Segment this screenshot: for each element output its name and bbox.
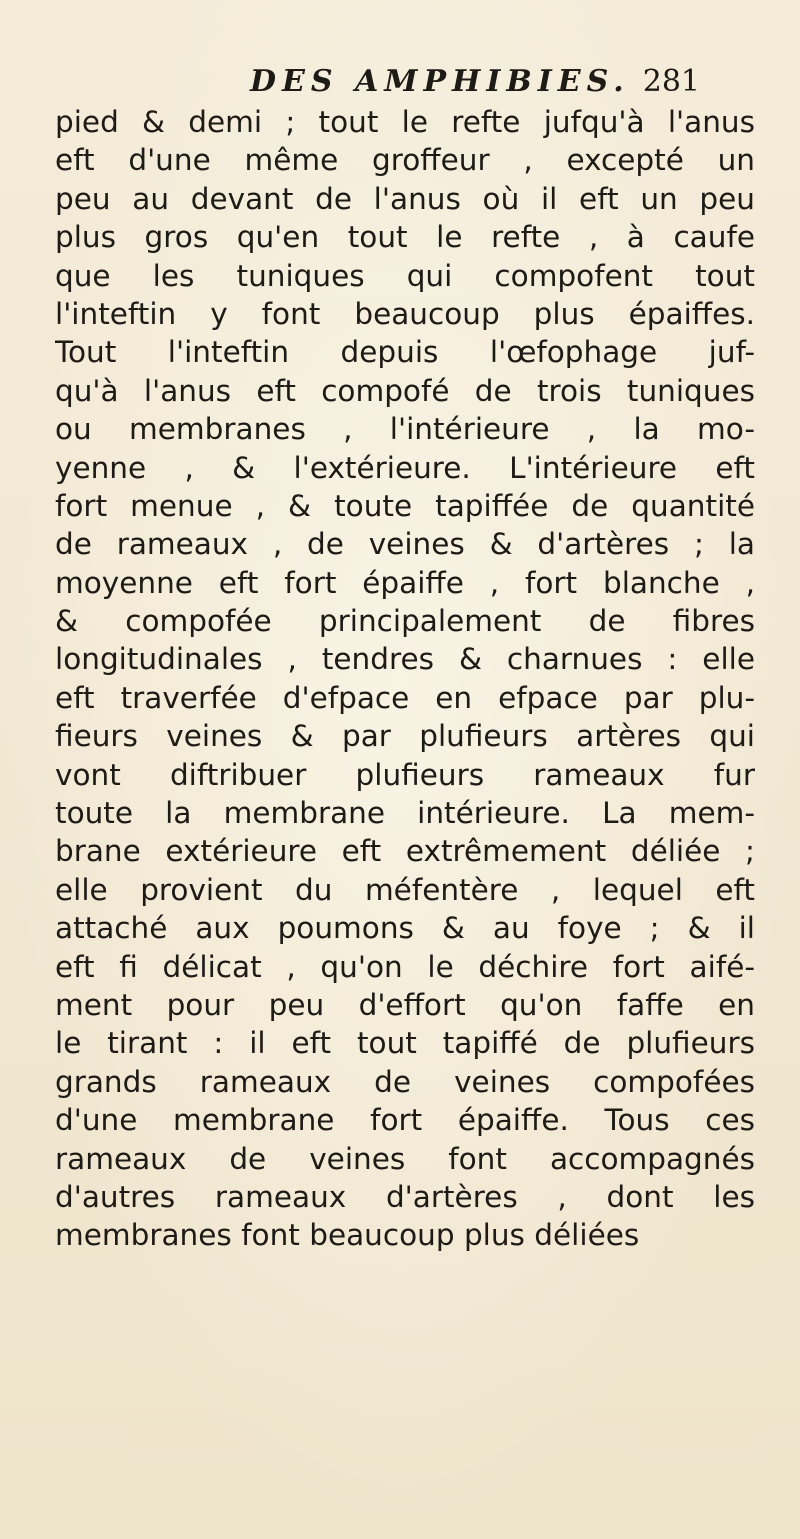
text-line: peu au devant de l'anus où il eft un peu xyxy=(55,181,755,216)
text-line: l'inteftin y font beaucoup plus épaiffes. xyxy=(55,296,755,331)
text-line: fieurs veines & par plufieurs artères qui xyxy=(55,719,755,754)
text-line: grands rameaux de veines compofées xyxy=(55,1064,755,1099)
text-line: membranes font beaucoup plus déliées xyxy=(55,1218,640,1253)
text-line: de rameaux , de veines & d'artères ; la xyxy=(55,527,755,562)
text-line: attaché aux poumons & au foye ; & il xyxy=(55,911,755,946)
text-line: toute la membrane intérieure. La mem- xyxy=(55,796,755,831)
text-line: eft d'une même groffeur , excepté un xyxy=(55,143,755,178)
text-line: longitudinales , tendres & charnues : elle xyxy=(55,642,755,677)
text-line: plus gros qu'en tout le refte , à caufe xyxy=(55,220,755,255)
text-line: pied & demi ; tout le refte jufqu'à l'anus xyxy=(55,105,755,139)
text-line: fort menue , & toute tapiffée de quantité xyxy=(55,488,755,523)
text-line: d'autres rameaux d'artères , dont les xyxy=(55,1179,755,1214)
text-line: brane extérieure eft extrêmement déliée ; xyxy=(55,834,755,869)
text-line: ment pour peu d'effort qu'on faffe en xyxy=(55,987,755,1022)
text-line: d'une membrane fort épaiffe. Tous ces xyxy=(55,1103,755,1138)
text-line: que les tuniques qui compofent tout xyxy=(55,258,755,293)
text-line: moyenne eft fort épaiffe , fort blanche , xyxy=(55,565,755,600)
page-header xyxy=(250,62,700,102)
running-head: DES AMPHIBIES. xyxy=(250,64,630,99)
body-text xyxy=(55,103,755,1255)
text-line: Tout l'inteftin depuis l'œfophage juf- xyxy=(55,335,755,370)
text-line: eft fi délicat , qu'on le déchire fort aifé- xyxy=(55,949,755,984)
text-line: elle provient du méfentère , lequel eft xyxy=(55,872,755,907)
text-line: & compofée principalement de fibres xyxy=(55,604,755,639)
text-line: yenne , & l'extérieure. L'intérieure eft xyxy=(55,450,755,485)
text-line: vont diftribuer plufieurs rameaux fur xyxy=(55,757,755,792)
page-number: 281 xyxy=(642,64,700,99)
text-line: le tirant : il eft tout tapiffé de plufieurs xyxy=(55,1026,755,1061)
text-line: eft traverfée d'efpace en efpace par plu- xyxy=(55,680,755,715)
text-line: ou membranes , l'intérieure , la mo- xyxy=(55,412,755,447)
text-line: qu'à l'anus eft compofé de trois tuniques xyxy=(55,373,755,408)
text-line: rameaux de veines font accompagnés xyxy=(55,1141,755,1176)
